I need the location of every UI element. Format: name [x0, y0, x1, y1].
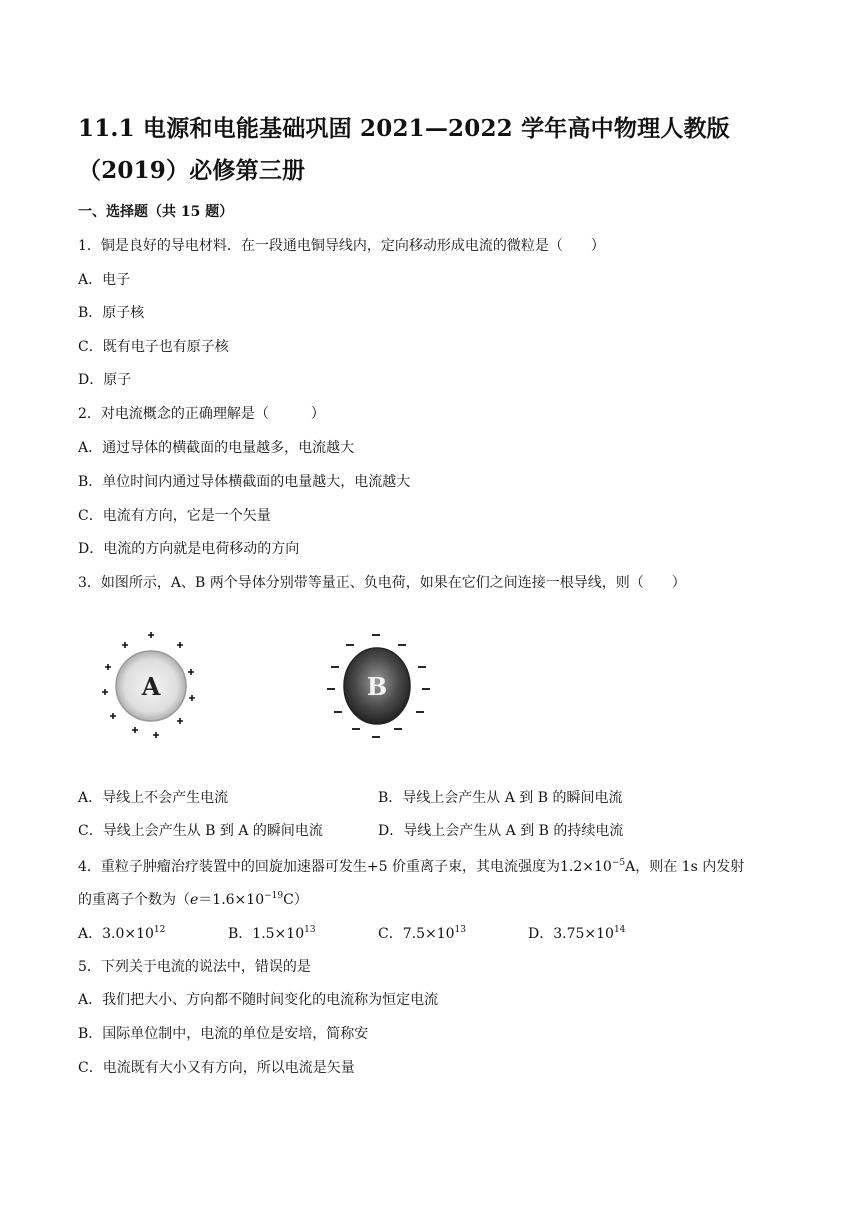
q1-option-c: C．既有电子也有原子核 [78, 339, 229, 355]
q5-option-b: B．国际单位制中，电流的单位是安培，简称安 [78, 1026, 369, 1042]
conductor-a [102, 632, 195, 738]
section-heading: 一、选择题（共 15 题） [78, 204, 234, 220]
q4-current-exponent: −5 [611, 858, 626, 868]
q4-line2-pre: 的重离子个数为（ [78, 892, 190, 908]
q4-option-d-exponent: 14 [613, 925, 626, 935]
q4-e-exponent: −19 [264, 891, 284, 901]
q4-option-d-value: D．3.75×10 [528, 926, 614, 942]
q4-current-mantissa: 1.2×10 [560, 859, 612, 875]
q4-e-value: ＝1.6×10 [198, 892, 265, 908]
q4-e-unit: C） [283, 892, 308, 908]
q4-stem-line1 [78, 857, 744, 877]
q4-option-c [378, 924, 466, 944]
q4-option-a-exponent: 12 [153, 925, 166, 935]
q4-option-c-exponent: 13 [454, 925, 466, 935]
q1-stem: 1．铜是良好的导电材料．在一段通电铜导线内，定向移动形成电流的微粒是（ ） [78, 238, 605, 254]
q5-option-a: A．我们把大小、方向都不随时间变化的电流称为恒定电流 [78, 992, 439, 1008]
document-title: 11.1 电源和电能基础巩固 2021—2022 学年高中物理人教版（2019）必修第三册 [78, 115, 730, 184]
q4-option-c-value: C．7.5×10 [378, 926, 455, 942]
q4-stem-post: ，则在 1s 内发射 [635, 859, 745, 875]
q1-option-b: B．原子核 [78, 305, 145, 321]
q5-option-c: C．电流既有大小又有方向，所以电流是矢量 [78, 1060, 355, 1076]
q4-stem-line2 [78, 890, 308, 910]
q2-option-a: A．通过导体的横截面的电量越多，电流越大 [78, 440, 355, 456]
q4-stem-pre: 4．重粒子肿瘤治疗装置中的回旋加速器可发生+5 价重离子束，其电流强度为 [78, 859, 560, 875]
q5-stem: 5．下列关于电流的说法中，错误的是 [78, 959, 311, 975]
q4-option-a-value: A．3.0×10 [78, 926, 154, 942]
q1-option-d: D．原子 [78, 372, 132, 388]
q4-option-b [228, 924, 316, 944]
q2-option-d: D．电流的方向就是电荷移动的方向 [78, 541, 300, 557]
q3-option-c: C．导线上会产生从 B 到 A 的瞬间电流 [78, 823, 323, 839]
q2-option-c: C．电流有方向，它是一个矢量 [78, 508, 271, 524]
charged-conductors-figure [78, 612, 478, 762]
q4-option-b-value: B．1.5×10 [228, 926, 305, 942]
q3-option-d: D．导线上会产生从 A 到 B 的持续电流 [378, 823, 624, 839]
q3-option-a: A．导线上不会产生电流 [78, 790, 229, 806]
q2-stem: 2．对电流概念的正确理解是（ ） [78, 406, 325, 422]
conductor-b [327, 635, 430, 737]
q4-option-a [78, 924, 165, 944]
q1-option-a: A．电子 [78, 272, 131, 288]
q4-option-d [528, 924, 625, 944]
q4-current-unit: A [625, 859, 636, 875]
q4-option-b-exponent: 13 [304, 925, 316, 935]
conductor-b-label: B [366, 672, 388, 701]
q3-option-b: B．导线上会产生从 A 到 B 的瞬间电流 [378, 790, 623, 806]
q3-stem: 3．如图所示，A、B 两个导体分别带等量正、负电荷，如果在它们之间连接一根导线，则（ ） [78, 575, 686, 591]
q2-option-b: B．单位时间内通过导体横截面的电量越大，电流越大 [78, 474, 411, 490]
q4-e-symbol: e [190, 892, 199, 908]
conductor-a-label: A [141, 672, 161, 701]
